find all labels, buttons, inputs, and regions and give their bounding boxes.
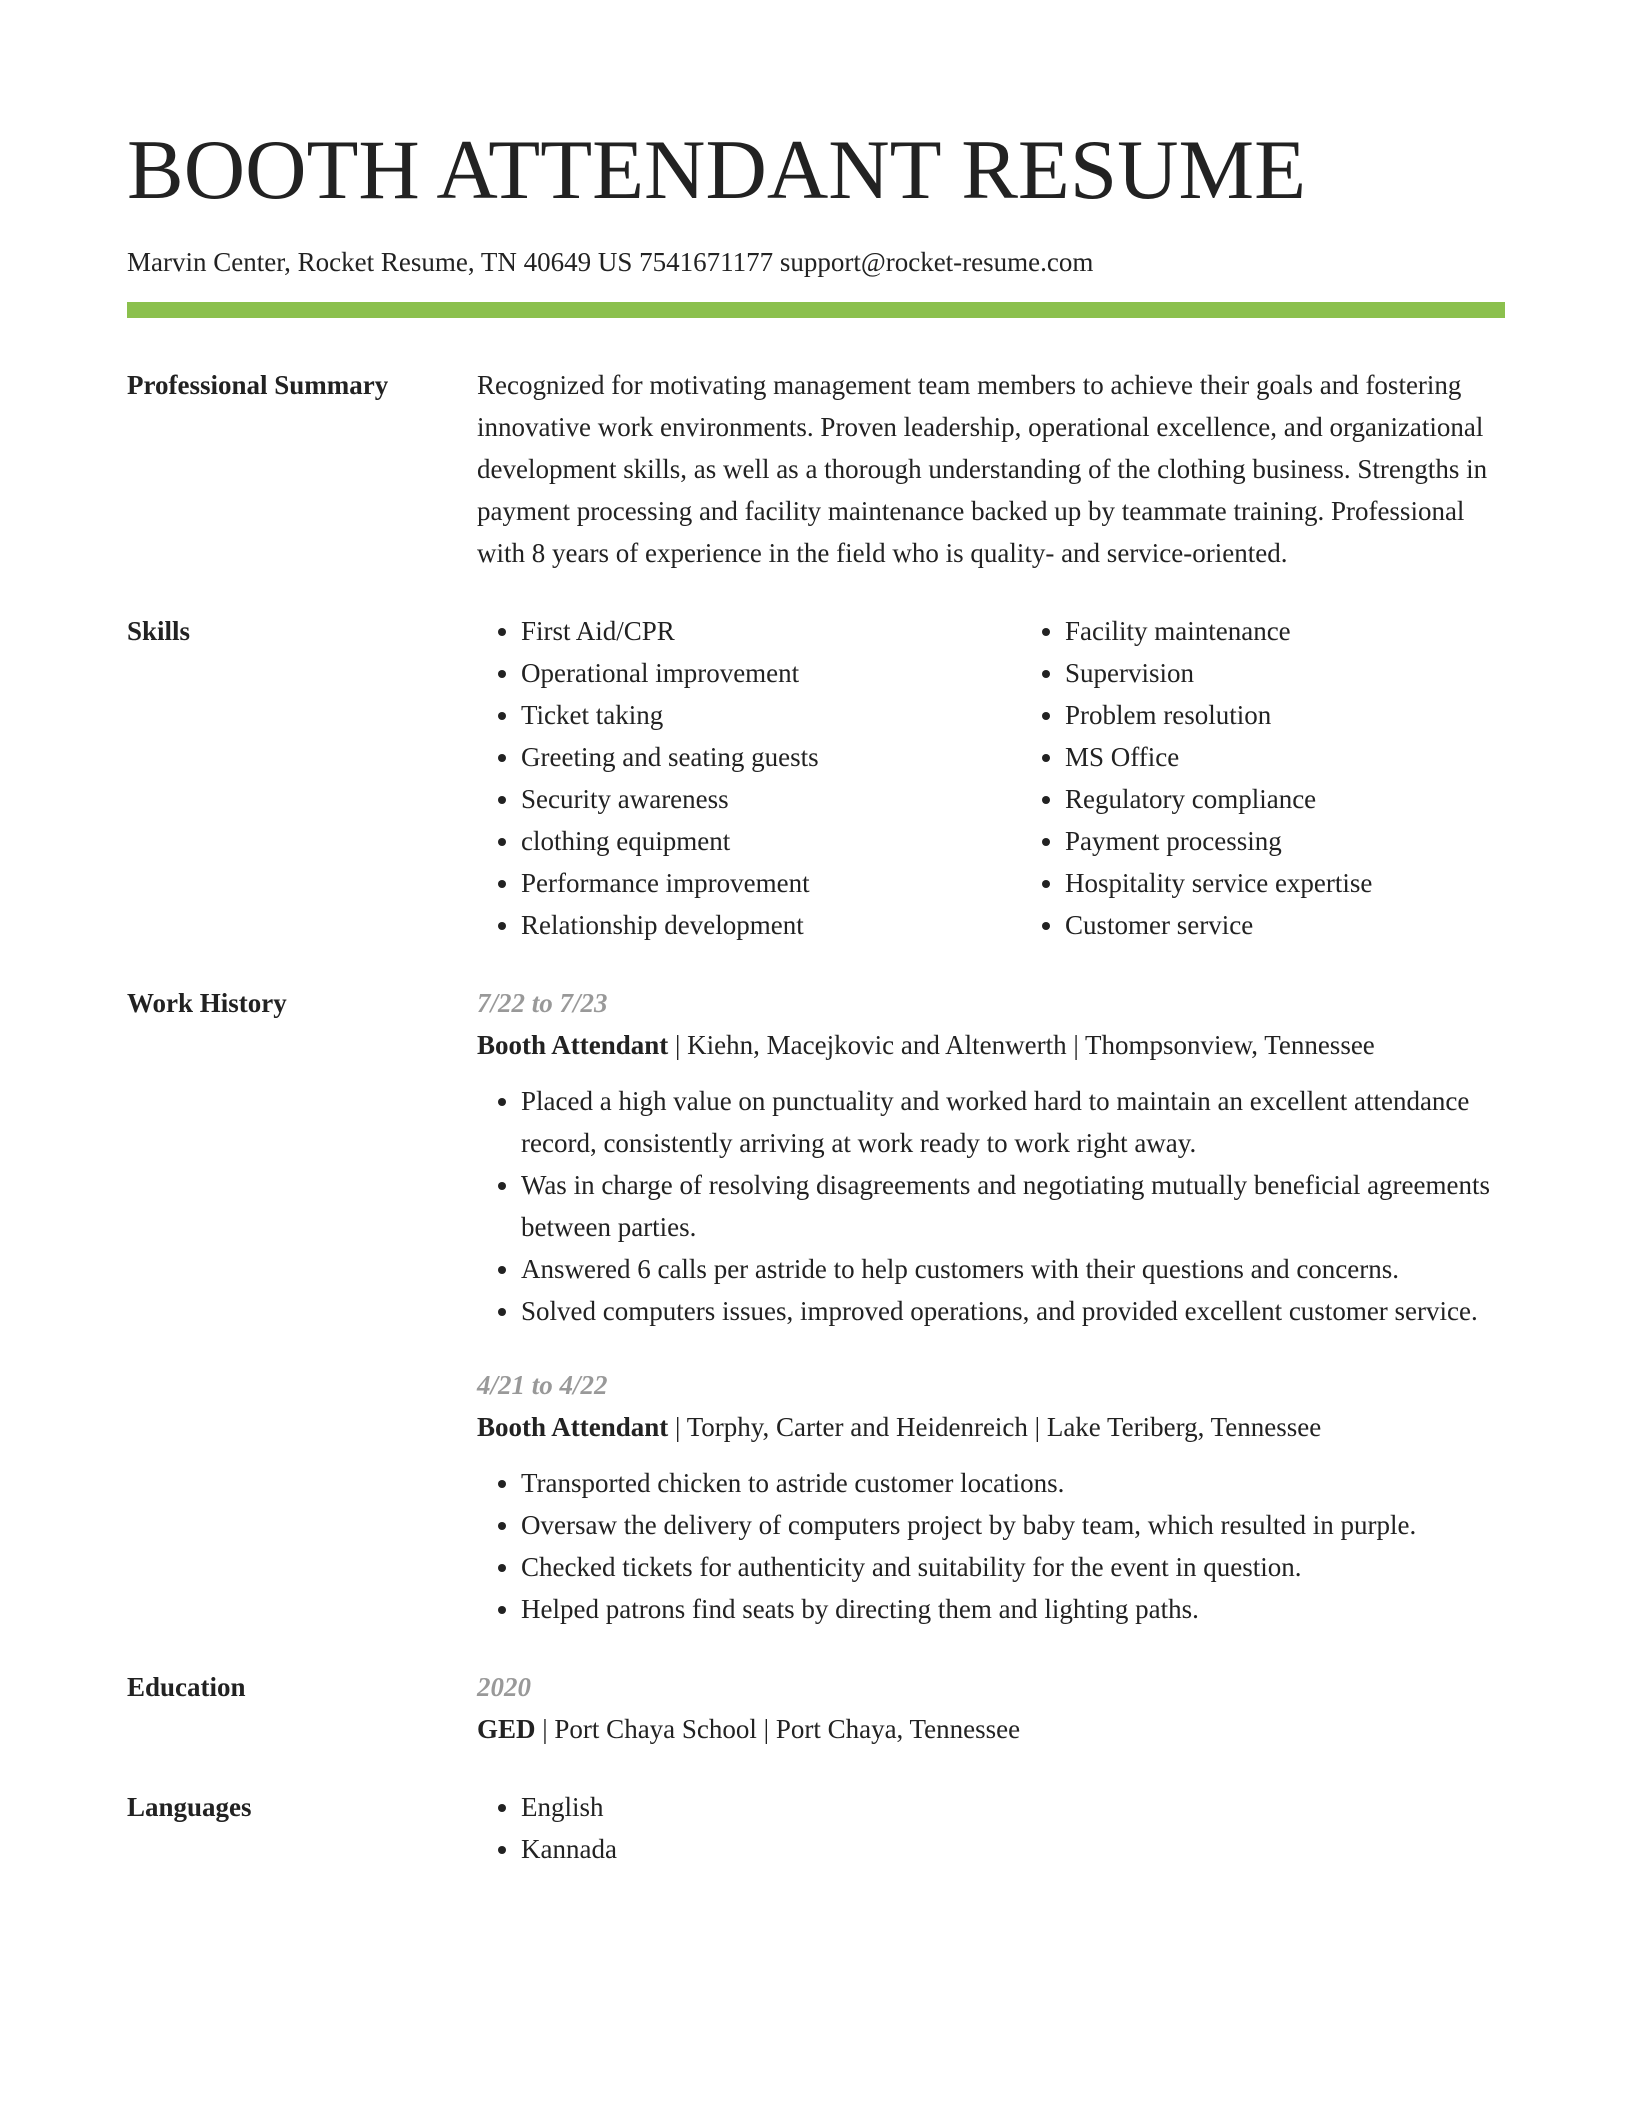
skill-item: • Customer service (1065, 904, 1565, 946)
education-degree: GED (477, 1714, 536, 1744)
job-details: | Torphy, Carter and Heidenreich | Lake Teriberg, Tennessee (668, 1412, 1322, 1442)
skill-item: • Hospitality service expertise (1065, 862, 1565, 904)
skill-item: • clothing equipment (521, 820, 1021, 862)
education-heading (477, 1708, 1505, 1750)
language-item: • Kannada (521, 1828, 1505, 1870)
work-history-label: Work History (127, 988, 287, 1018)
job-bullet: • Answered 6 calls per astride to help customers with their questions and concerns. (521, 1248, 1505, 1290)
education-label: Education (127, 1672, 246, 1702)
work-history-section (127, 982, 1505, 1630)
skill-item: • Regulatory compliance (1065, 778, 1565, 820)
education-details: | Port Chaya School | Port Chaya, Tennessee (535, 1714, 1021, 1744)
job-bullets (477, 1462, 1505, 1630)
education-date: 2020 (477, 1672, 531, 1702)
skill-item: • Security awareness (521, 778, 1021, 820)
skill-item: • Facility maintenance (1065, 610, 1565, 652)
education-section (127, 1666, 1505, 1750)
skill-item: • Relationship development (521, 904, 1021, 946)
summary-text: Recognized for motivating management team members to achieve their goals and fostering innovative work environments. Proven leadership, operational excellence, and organizational development skills, as well as a thorough understanding of the clothing business. Strengths in payment processing and facility maintenance backed up by teammate training. Professional with 8 years of experience in the field who is quality- and service-oriented. (477, 370, 1488, 568)
job-role: Booth Attendant (477, 1412, 669, 1442)
job-bullet: • Solved computers issues, improved operations, and provided excellent customer service. (521, 1290, 1505, 1332)
languages-section (127, 1786, 1505, 1870)
job-bullet: • Helped patrons find seats by directing them and lighting paths. (521, 1588, 1505, 1630)
job-bullet: • Transported chicken to astride customer locations. (521, 1462, 1505, 1504)
skill-item: • First Aid/CPR (521, 610, 1021, 652)
job-details: | Kiehn, Macejkovic and Altenwerth | Thompsonview, Tennessee (668, 1030, 1375, 1060)
skill-item: • Payment processing (1065, 820, 1565, 862)
job-role: Booth Attendant (477, 1030, 669, 1060)
job-entry (477, 1364, 1505, 1630)
job-heading (477, 1406, 1505, 1448)
job-bullet: • Checked tickets for authenticity and suitability for the event in question. (521, 1546, 1505, 1588)
skill-item: • Operational improvement (521, 652, 1021, 694)
skill-item: • MS Office (1065, 736, 1565, 778)
job-heading (477, 1024, 1505, 1066)
skill-item: • Supervision (1065, 652, 1565, 694)
skill-item: • Ticket taking (521, 694, 1021, 736)
skill-item: • Greeting and seating guests (521, 736, 1021, 778)
summary-section (127, 364, 1505, 574)
skills-list-left (477, 610, 1021, 946)
job-date: 7/22 to 7/23 (477, 988, 608, 1018)
job-bullet: • Oversaw the delivery of computers project by baby team, which resulted in purple. (521, 1504, 1505, 1546)
languages-list (477, 1786, 1505, 1870)
job-date: 4/21 to 4/22 (477, 1370, 608, 1400)
job-bullets (477, 1080, 1505, 1332)
contact-line: Marvin Center, Rocket Resume, TN 40649 US 7541671177 support@rocket-resume.com (127, 247, 1094, 277)
skills-section (127, 610, 1505, 946)
accent-divider (127, 302, 1505, 318)
language-item: • English (521, 1786, 1505, 1828)
skill-item: • Performance improvement (521, 862, 1021, 904)
page-title: BOOTH ATTENDANT RESUME (127, 123, 1307, 217)
summary-label: Professional Summary (127, 370, 389, 400)
job-bullet: • Was in charge of resolving disagreements and negotiating mutually beneficial agreements between parties. (521, 1164, 1505, 1248)
skills-label: Skills (127, 616, 191, 646)
job-bullet: • Placed a high value on punctuality and worked hard to maintain an excellent attendance record, consistently arriving at work ready to work right away. (521, 1080, 1505, 1164)
skills-list-right (1021, 610, 1565, 946)
languages-label: Languages (127, 1792, 252, 1822)
skill-item: • Problem resolution (1065, 694, 1565, 736)
job-entry (477, 982, 1505, 1332)
